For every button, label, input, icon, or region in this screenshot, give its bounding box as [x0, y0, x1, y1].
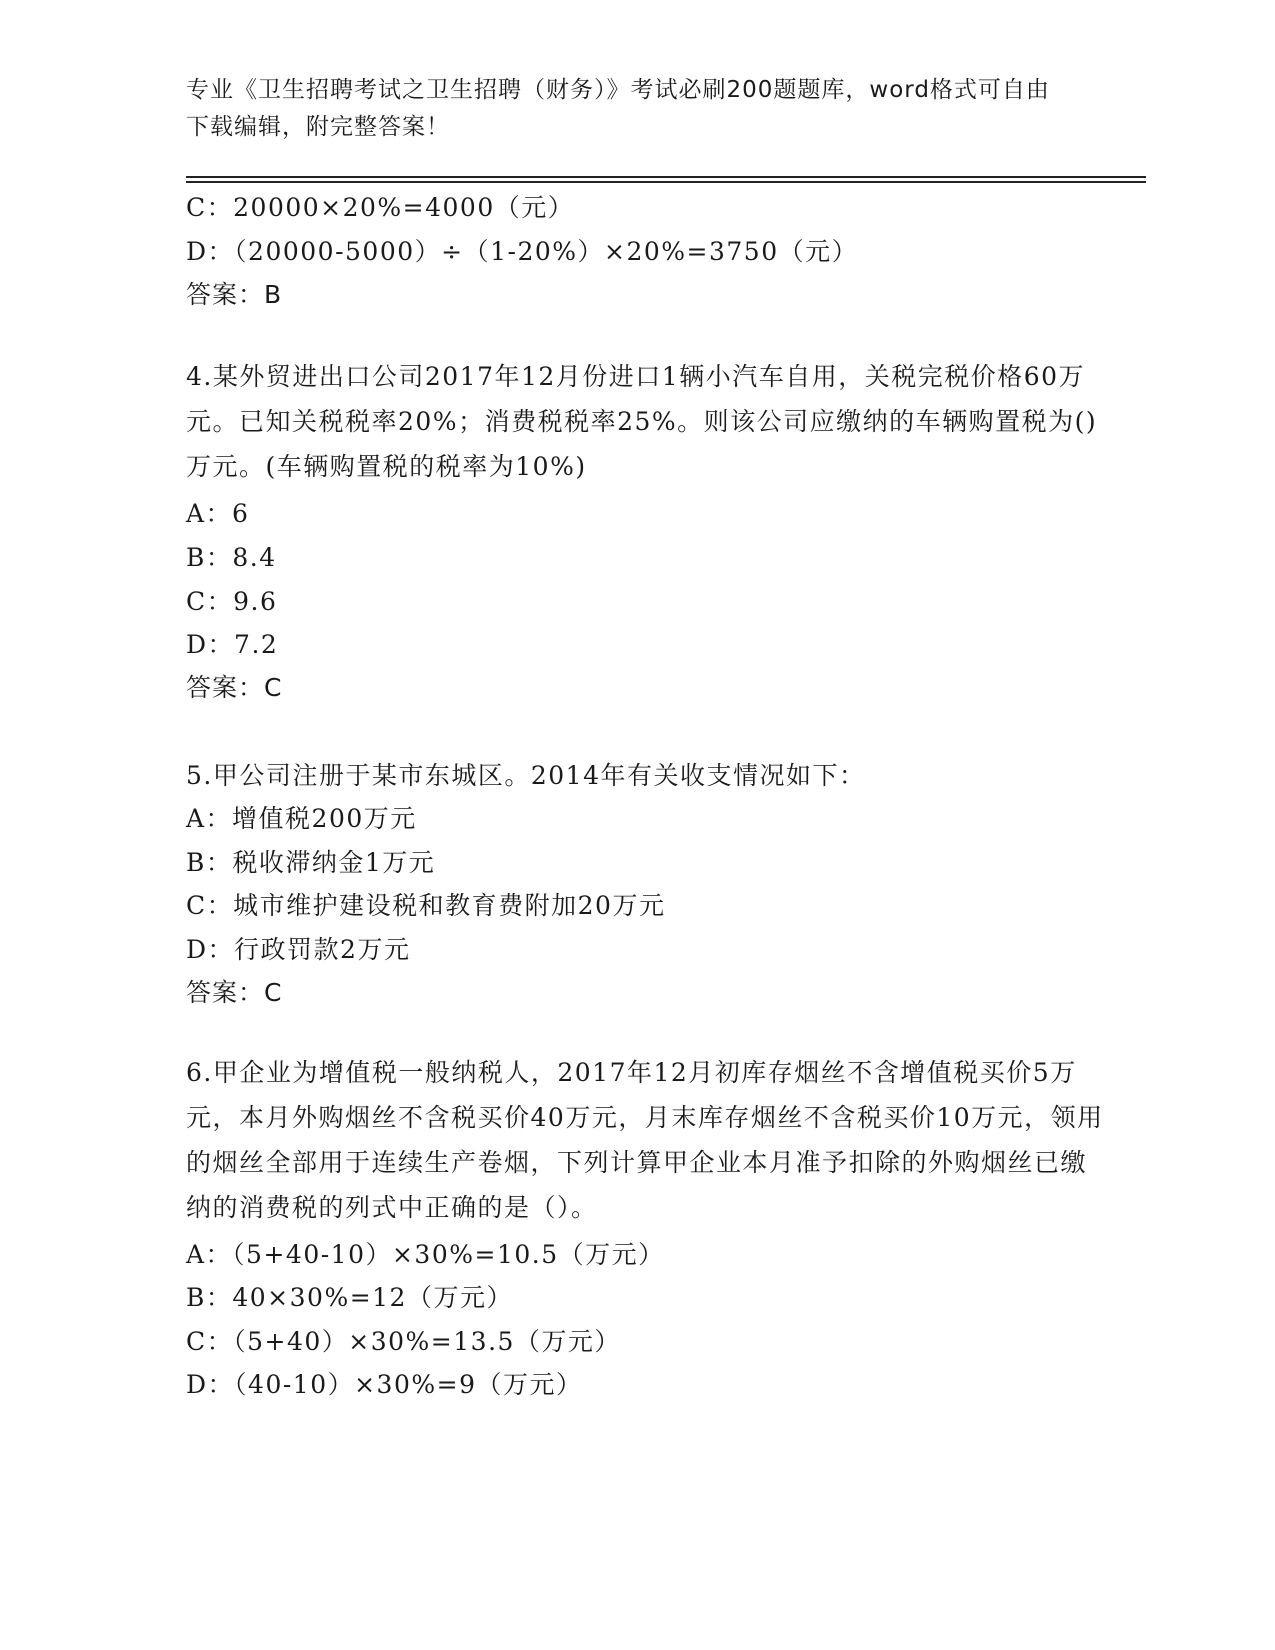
header-divider-top — [186, 176, 1146, 178]
document-header: 专业《卫生招聘考试之卫生招聘（财务）》考试必刷200题题库，word格式可自由下载编辑，附完整答案！ — [186, 77, 1050, 140]
q5-option-c: C：城市维护建设税和教育费附加20万元 — [186, 891, 666, 920]
q6-option-b: B：40×30%=12（万元） — [186, 1283, 513, 1312]
q5-option-a: A：增值税200万元 — [186, 804, 417, 833]
q4-option-b: B：8.4 — [186, 543, 277, 572]
q4-stem: 4.某外贸进出口公司2017年12月份进口1辆小汽车自用，关税完税价格60万元。已知关税税率20%；消费税税率25%。则该公司应缴纳的车辆购置税为()万元。(车辆购置税的税率为10%) — [186, 362, 1098, 481]
q3-answer: 答案：B — [186, 280, 283, 309]
q4-option-c: C：9.6 — [186, 587, 278, 616]
q3-option-c: C：20000×20%=4000（元） — [186, 193, 575, 222]
q5-answer: 答案：C — [186, 978, 283, 1007]
q6-option-d: D：（40-10）×30%=9（万元） — [186, 1370, 583, 1399]
q4-answer: 答案：C — [186, 673, 283, 702]
q4-option-d: D：7.2 — [186, 630, 279, 659]
q6-stem: 6.甲企业为增值税一般纳税人，2017年12月初库存烟丝不含增值税买价5万元，本月外购烟丝不含税买价40万元，月末库存烟丝不含税买价10万元，领用的烟丝全部用于连续生产卷烟，下列计算甲企业本月准予扣除的外购烟丝已缴纳的消费税的列式中正确的是（）。 — [186, 1058, 1104, 1222]
q4-option-a: A：6 — [186, 499, 250, 528]
q6-option-c: C：（5+40）×30%=13.5（万元） — [186, 1327, 621, 1356]
header-divider-bottom — [186, 181, 1146, 183]
q5-stem: 5.甲公司注册于某市东城区。2014年有关收支情况如下： — [186, 761, 866, 790]
q5-option-b: B：税收滞纳金1万元 — [186, 848, 436, 877]
q3-option-d: D：（20000-5000）÷（1-20%）×20%=3750（元） — [186, 237, 859, 266]
q6-option-a: A：（5+40-10）×30%=10.5（万元） — [186, 1240, 665, 1269]
q5-option-d: D：行政罚款2万元 — [186, 935, 411, 964]
